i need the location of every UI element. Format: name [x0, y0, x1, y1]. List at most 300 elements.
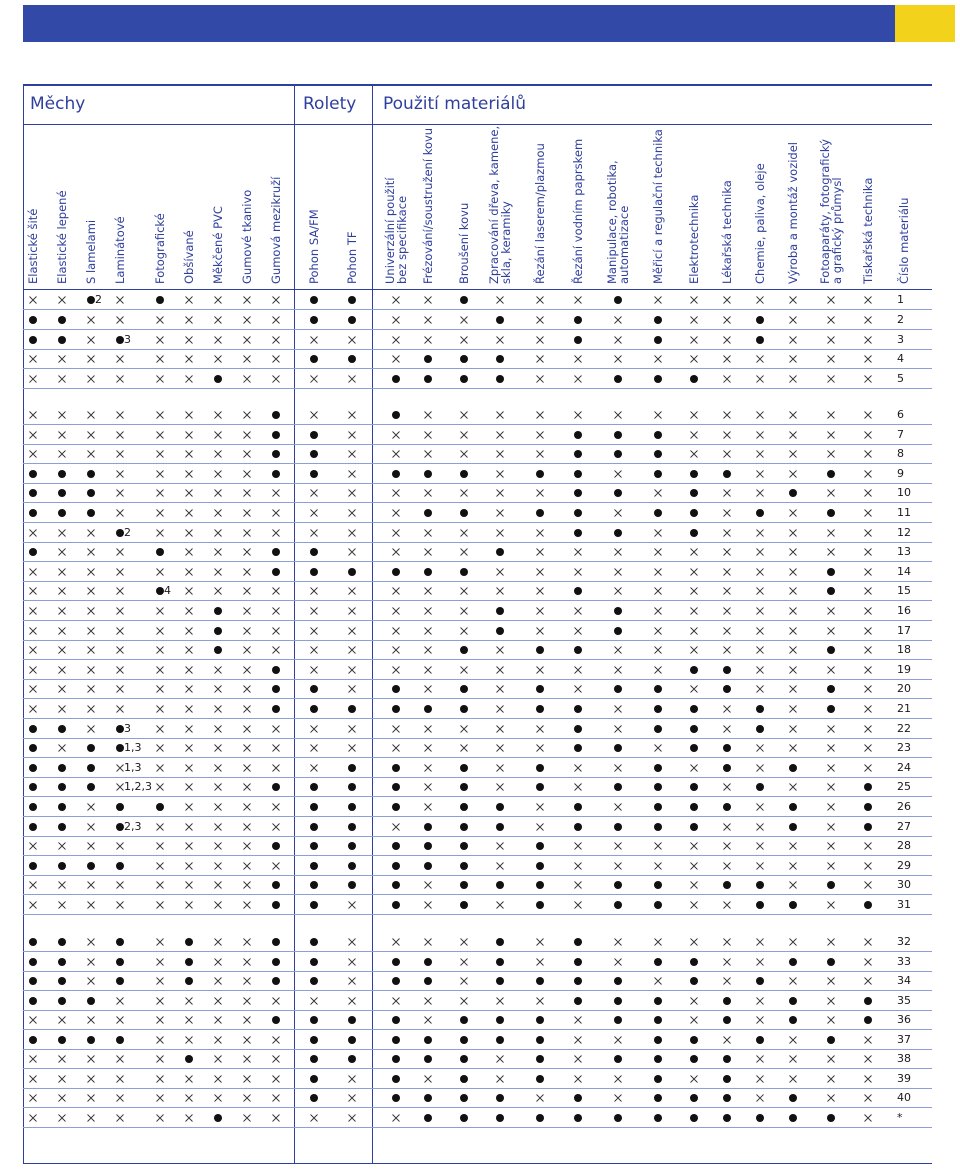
unsuitable-cross-icon — [535, 937, 545, 947]
suitable-dot-icon — [788, 996, 798, 1006]
material-number: 12 — [897, 525, 911, 539]
unsuitable-cross-icon — [391, 665, 401, 675]
suitable-dot-icon — [689, 782, 699, 792]
unsuitable-cross-icon — [242, 315, 252, 325]
unsuitable-cross-icon — [423, 996, 433, 1006]
unsuitable-cross-icon — [788, 704, 798, 714]
suitable-dot-icon — [391, 782, 401, 792]
unsuitable-cross-icon — [28, 410, 38, 420]
unsuitable-cross-icon — [788, 508, 798, 518]
unsuitable-cross-icon — [309, 763, 319, 773]
unsuitable-cross-icon — [115, 1054, 125, 1064]
suitable-dot-icon — [722, 665, 732, 675]
suitable-dot-icon — [86, 743, 96, 753]
suitable-dot-icon — [613, 1113, 623, 1123]
unsuitable-cross-icon — [535, 528, 545, 538]
suitable-dot-icon — [391, 976, 401, 986]
column-header-material-number: Číslo materiálu — [897, 197, 911, 284]
suitable-dot-icon — [613, 374, 623, 384]
suitable-dot-icon — [495, 626, 505, 636]
unsuitable-cross-icon — [573, 606, 583, 616]
row-divider — [23, 951, 932, 952]
suitable-dot-icon — [213, 606, 223, 616]
footnote-ref: 2 — [95, 293, 102, 306]
unsuitable-cross-icon — [459, 586, 469, 596]
unsuitable-cross-icon — [86, 626, 96, 636]
unsuitable-cross-icon — [155, 704, 165, 714]
suitable-dot-icon — [535, 684, 545, 694]
material-number: 18 — [897, 643, 911, 657]
unsuitable-cross-icon — [347, 684, 357, 694]
suitable-dot-icon — [788, 957, 798, 967]
suitable-dot-icon — [309, 861, 319, 871]
unsuitable-cross-icon — [423, 802, 433, 812]
unsuitable-cross-icon — [535, 822, 545, 832]
material-number: 19 — [897, 662, 911, 676]
unsuitable-cross-icon — [863, 626, 873, 636]
unsuitable-cross-icon — [184, 315, 194, 325]
unsuitable-cross-icon — [213, 802, 223, 812]
unsuitable-cross-icon — [155, 743, 165, 753]
unsuitable-cross-icon — [863, 315, 873, 325]
rule-line — [23, 124, 932, 125]
unsuitable-cross-icon — [28, 665, 38, 675]
unsuitable-cross-icon — [573, 354, 583, 364]
unsuitable-cross-icon — [155, 626, 165, 636]
unsuitable-cross-icon — [755, 567, 765, 577]
unsuitable-cross-icon — [495, 1054, 505, 1064]
unsuitable-cross-icon — [755, 606, 765, 616]
suitable-dot-icon — [689, 802, 699, 812]
unsuitable-cross-icon — [184, 488, 194, 498]
unsuitable-cross-icon — [184, 1035, 194, 1045]
unsuitable-cross-icon — [271, 743, 281, 753]
unsuitable-cross-icon — [242, 449, 252, 459]
unsuitable-cross-icon — [653, 567, 663, 577]
unsuitable-cross-icon — [722, 704, 732, 714]
suitable-dot-icon — [826, 1113, 836, 1123]
suitable-dot-icon — [826, 704, 836, 714]
unsuitable-cross-icon — [755, 295, 765, 305]
suitable-dot-icon — [755, 335, 765, 345]
unsuitable-cross-icon — [613, 567, 623, 577]
unsuitable-cross-icon — [391, 449, 401, 459]
unsuitable-cross-icon — [826, 900, 836, 910]
unsuitable-cross-icon — [57, 645, 67, 655]
suitable-dot-icon — [57, 996, 67, 1006]
unsuitable-cross-icon — [755, 1093, 765, 1103]
unsuitable-cross-icon — [459, 335, 469, 345]
unsuitable-cross-icon — [213, 782, 223, 792]
header-accent — [895, 5, 955, 42]
unsuitable-cross-icon — [57, 1113, 67, 1123]
unsuitable-cross-icon — [242, 684, 252, 694]
unsuitable-cross-icon — [495, 586, 505, 596]
unsuitable-cross-icon — [495, 841, 505, 851]
suitable-dot-icon — [495, 802, 505, 812]
unsuitable-cross-icon — [689, 547, 699, 557]
unsuitable-cross-icon — [755, 626, 765, 636]
unsuitable-cross-icon — [57, 665, 67, 675]
suitable-dot-icon — [755, 1035, 765, 1045]
unsuitable-cross-icon — [689, 841, 699, 851]
suitable-dot-icon — [115, 1035, 125, 1045]
suitable-dot-icon — [573, 488, 583, 498]
row-divider — [23, 542, 932, 543]
column-header: S lamelami — [84, 219, 98, 284]
unsuitable-cross-icon — [271, 606, 281, 616]
row-divider — [23, 875, 932, 876]
suitable-dot-icon — [57, 763, 67, 773]
unsuitable-cross-icon — [213, 724, 223, 734]
suitable-dot-icon — [495, 822, 505, 832]
suitable-dot-icon — [391, 469, 401, 479]
unsuitable-cross-icon — [863, 841, 873, 851]
suitable-dot-icon — [347, 315, 357, 325]
suitable-dot-icon — [391, 957, 401, 967]
suitable-dot-icon — [28, 937, 38, 947]
suitable-dot-icon — [653, 822, 663, 832]
suitable-dot-icon — [423, 508, 433, 518]
unsuitable-cross-icon — [184, 782, 194, 792]
unsuitable-cross-icon — [788, 315, 798, 325]
suitable-dot-icon — [57, 957, 67, 967]
unsuitable-cross-icon — [755, 763, 765, 773]
unsuitable-cross-icon — [423, 937, 433, 947]
unsuitable-cross-icon — [242, 802, 252, 812]
unsuitable-cross-icon — [347, 957, 357, 967]
unsuitable-cross-icon — [271, 822, 281, 832]
unsuitable-cross-icon — [57, 430, 67, 440]
suitable-dot-icon — [613, 900, 623, 910]
unsuitable-cross-icon — [28, 704, 38, 714]
unsuitable-cross-icon — [535, 374, 545, 384]
suitable-dot-icon — [423, 469, 433, 479]
suitable-dot-icon — [347, 861, 357, 871]
unsuitable-cross-icon — [86, 841, 96, 851]
unsuitable-cross-icon — [722, 315, 732, 325]
unsuitable-cross-icon — [347, 547, 357, 557]
row-divider — [23, 718, 932, 719]
unsuitable-cross-icon — [722, 937, 732, 947]
suitable-dot-icon — [391, 880, 401, 890]
suitable-dot-icon — [863, 1015, 873, 1025]
unsuitable-cross-icon — [459, 665, 469, 675]
material-number: 28 — [897, 839, 911, 853]
suitable-dot-icon — [309, 1074, 319, 1084]
unsuitable-cross-icon — [213, 880, 223, 890]
suitable-dot-icon — [28, 1035, 38, 1045]
unsuitable-cross-icon — [28, 645, 38, 655]
suitable-dot-icon — [495, 957, 505, 967]
suitable-dot-icon — [391, 900, 401, 910]
suitable-dot-icon — [613, 449, 623, 459]
unsuitable-cross-icon — [535, 606, 545, 616]
column-header: Výroba a montáž vozidel — [786, 142, 800, 284]
unsuitable-cross-icon — [689, 684, 699, 694]
unsuitable-cross-icon — [347, 469, 357, 479]
suitable-dot-icon — [309, 469, 319, 479]
unsuitable-cross-icon — [826, 626, 836, 636]
unsuitable-cross-icon — [213, 469, 223, 479]
unsuitable-cross-icon — [57, 880, 67, 890]
unsuitable-cross-icon — [459, 410, 469, 420]
unsuitable-cross-icon — [213, 1054, 223, 1064]
unsuitable-cross-icon — [86, 900, 96, 910]
unsuitable-cross-icon — [184, 1015, 194, 1025]
unsuitable-cross-icon — [347, 449, 357, 459]
unsuitable-cross-icon — [535, 586, 545, 596]
suitable-dot-icon — [86, 782, 96, 792]
unsuitable-cross-icon — [826, 976, 836, 986]
unsuitable-cross-icon — [184, 861, 194, 871]
suitable-dot-icon — [115, 802, 125, 812]
unsuitable-cross-icon — [788, 606, 798, 616]
unsuitable-cross-icon — [184, 900, 194, 910]
suitable-dot-icon — [459, 1113, 469, 1123]
unsuitable-cross-icon — [347, 410, 357, 420]
row-divider — [23, 329, 932, 330]
unsuitable-cross-icon — [755, 743, 765, 753]
suitable-dot-icon — [271, 684, 281, 694]
unsuitable-cross-icon — [613, 1035, 623, 1045]
suitable-dot-icon — [755, 782, 765, 792]
suitable-dot-icon — [573, 645, 583, 655]
unsuitable-cross-icon — [115, 586, 125, 596]
unsuitable-cross-icon — [242, 567, 252, 577]
unsuitable-cross-icon — [788, 724, 798, 734]
suitable-dot-icon — [184, 937, 194, 947]
unsuitable-cross-icon — [459, 724, 469, 734]
suitable-dot-icon — [459, 567, 469, 577]
unsuitable-cross-icon — [459, 996, 469, 1006]
unsuitable-cross-icon — [213, 1093, 223, 1103]
unsuitable-cross-icon — [86, 1015, 96, 1025]
unsuitable-cross-icon — [86, 1093, 96, 1103]
suitable-dot-icon — [535, 1035, 545, 1045]
unsuitable-cross-icon — [788, 547, 798, 557]
unsuitable-cross-icon — [423, 528, 433, 538]
unsuitable-cross-icon — [613, 645, 623, 655]
unsuitable-cross-icon — [155, 528, 165, 538]
unsuitable-cross-icon — [115, 880, 125, 890]
suitable-dot-icon — [613, 295, 623, 305]
column-header: Chemie, paliva, oleje — [753, 163, 767, 284]
unsuitable-cross-icon — [155, 684, 165, 694]
suitable-dot-icon — [309, 704, 319, 714]
unsuitable-cross-icon — [57, 410, 67, 420]
suitable-dot-icon — [86, 861, 96, 871]
rule-line — [23, 84, 932, 86]
unsuitable-cross-icon — [613, 665, 623, 675]
unsuitable-cross-icon — [788, 528, 798, 538]
unsuitable-cross-icon — [115, 606, 125, 616]
suitable-dot-icon — [788, 1093, 798, 1103]
unsuitable-cross-icon — [653, 626, 663, 636]
suitable-dot-icon — [573, 315, 583, 325]
unsuitable-cross-icon — [788, 645, 798, 655]
unsuitable-cross-icon — [213, 586, 223, 596]
unsuitable-cross-icon — [213, 822, 223, 832]
unsuitable-cross-icon — [242, 645, 252, 655]
unsuitable-cross-icon — [213, 704, 223, 714]
suitable-dot-icon — [613, 684, 623, 694]
unsuitable-cross-icon — [459, 606, 469, 616]
unsuitable-cross-icon — [155, 665, 165, 675]
unsuitable-cross-icon — [722, 374, 732, 384]
unsuitable-cross-icon — [242, 996, 252, 1006]
suitable-dot-icon — [459, 295, 469, 305]
suitable-dot-icon — [184, 1054, 194, 1064]
unsuitable-cross-icon — [155, 508, 165, 518]
unsuitable-cross-icon — [755, 822, 765, 832]
unsuitable-cross-icon — [57, 626, 67, 636]
row-divider — [23, 1068, 932, 1069]
unsuitable-cross-icon — [309, 743, 319, 753]
unsuitable-cross-icon — [722, 547, 732, 557]
suitable-dot-icon — [423, 957, 433, 967]
unsuitable-cross-icon — [391, 822, 401, 832]
suitable-dot-icon — [347, 841, 357, 851]
unsuitable-cross-icon — [115, 684, 125, 694]
unsuitable-cross-icon — [86, 1054, 96, 1064]
unsuitable-cross-icon — [28, 374, 38, 384]
unsuitable-cross-icon — [57, 449, 67, 459]
unsuitable-cross-icon — [826, 1054, 836, 1064]
suitable-dot-icon — [788, 802, 798, 812]
unsuitable-cross-icon — [213, 547, 223, 557]
suitable-dot-icon — [689, 743, 699, 753]
suitable-dot-icon — [613, 488, 623, 498]
suitable-dot-icon — [57, 782, 67, 792]
unsuitable-cross-icon — [347, 1074, 357, 1084]
unsuitable-cross-icon — [242, 822, 252, 832]
row-divider — [23, 855, 932, 856]
unsuitable-cross-icon — [653, 645, 663, 655]
unsuitable-cross-icon — [613, 1074, 623, 1084]
unsuitable-cross-icon — [242, 900, 252, 910]
unsuitable-cross-icon — [788, 743, 798, 753]
row-divider — [23, 1010, 932, 1011]
unsuitable-cross-icon — [347, 528, 357, 538]
unsuitable-cross-icon — [242, 724, 252, 734]
unsuitable-cross-icon — [613, 547, 623, 557]
column-header: Lékařská technika — [720, 180, 734, 284]
unsuitable-cross-icon — [863, 469, 873, 479]
row-divider — [23, 698, 932, 699]
suitable-dot-icon — [309, 1035, 319, 1045]
unsuitable-cross-icon — [184, 508, 194, 518]
suitable-dot-icon — [309, 900, 319, 910]
unsuitable-cross-icon — [28, 841, 38, 851]
unsuitable-cross-icon — [863, 354, 873, 364]
unsuitable-cross-icon — [495, 508, 505, 518]
unsuitable-cross-icon — [28, 1074, 38, 1084]
row-divider — [23, 1127, 932, 1128]
unsuitable-cross-icon — [115, 704, 125, 714]
suitable-dot-icon — [423, 822, 433, 832]
row-divider — [23, 757, 932, 758]
suitable-dot-icon — [271, 841, 281, 851]
unsuitable-cross-icon — [826, 449, 836, 459]
unsuitable-cross-icon — [755, 937, 765, 947]
material-number: 40 — [897, 1091, 911, 1104]
suitable-dot-icon — [535, 469, 545, 479]
unsuitable-cross-icon — [826, 1015, 836, 1025]
suitable-dot-icon — [391, 763, 401, 773]
footnote-ref: 1,3 — [124, 741, 142, 755]
suitable-dot-icon — [271, 937, 281, 947]
suitable-dot-icon — [309, 1054, 319, 1064]
unsuitable-cross-icon — [863, 724, 873, 734]
unsuitable-cross-icon — [28, 449, 38, 459]
suitable-dot-icon — [863, 822, 873, 832]
suitable-dot-icon — [391, 1074, 401, 1084]
unsuitable-cross-icon — [213, 335, 223, 345]
unsuitable-cross-icon — [347, 508, 357, 518]
unsuitable-cross-icon — [391, 430, 401, 440]
material-number: 6 — [897, 408, 904, 421]
suitable-dot-icon — [535, 1113, 545, 1123]
row-divider — [23, 640, 932, 641]
unsuitable-cross-icon — [755, 1054, 765, 1064]
unsuitable-cross-icon — [347, 724, 357, 734]
material-number: 20 — [897, 682, 911, 696]
unsuitable-cross-icon — [391, 724, 401, 734]
unsuitable-cross-icon — [826, 841, 836, 851]
suitable-dot-icon — [57, 335, 67, 345]
suitable-dot-icon — [826, 469, 836, 479]
unsuitable-cross-icon — [213, 567, 223, 577]
unsuitable-cross-icon — [459, 528, 469, 538]
suitable-dot-icon — [573, 937, 583, 947]
unsuitable-cross-icon — [863, 684, 873, 694]
suitable-dot-icon — [573, 469, 583, 479]
unsuitable-cross-icon — [689, 295, 699, 305]
suitable-dot-icon — [613, 996, 623, 1006]
unsuitable-cross-icon — [863, 665, 873, 675]
unsuitable-cross-icon — [689, 1074, 699, 1084]
unsuitable-cross-icon — [271, 586, 281, 596]
suitable-dot-icon — [115, 957, 125, 967]
unsuitable-cross-icon — [826, 802, 836, 812]
unsuitable-cross-icon — [86, 880, 96, 890]
unsuitable-cross-icon — [863, 295, 873, 305]
unsuitable-cross-icon — [535, 802, 545, 812]
unsuitable-cross-icon — [459, 449, 469, 459]
unsuitable-cross-icon — [242, 937, 252, 947]
column-header: Tiskařská technika — [861, 177, 875, 284]
unsuitable-cross-icon — [653, 547, 663, 557]
suitable-dot-icon — [28, 802, 38, 812]
unsuitable-cross-icon — [573, 1074, 583, 1084]
unsuitable-cross-icon — [495, 763, 505, 773]
unsuitable-cross-icon — [242, 606, 252, 616]
unsuitable-cross-icon — [653, 410, 663, 420]
unsuitable-cross-icon — [242, 374, 252, 384]
column-header: Frézování/soustružení kovu — [421, 127, 435, 284]
unsuitable-cross-icon — [242, 626, 252, 636]
unsuitable-cross-icon — [309, 1113, 319, 1123]
suitable-dot-icon — [573, 704, 583, 714]
unsuitable-cross-icon — [242, 957, 252, 967]
material-number: 17 — [897, 623, 911, 637]
suitable-dot-icon — [653, 684, 663, 694]
unsuitable-cross-icon — [863, 528, 873, 538]
material-number: 29 — [897, 858, 911, 872]
unsuitable-cross-icon — [495, 567, 505, 577]
row-divider — [23, 914, 932, 915]
